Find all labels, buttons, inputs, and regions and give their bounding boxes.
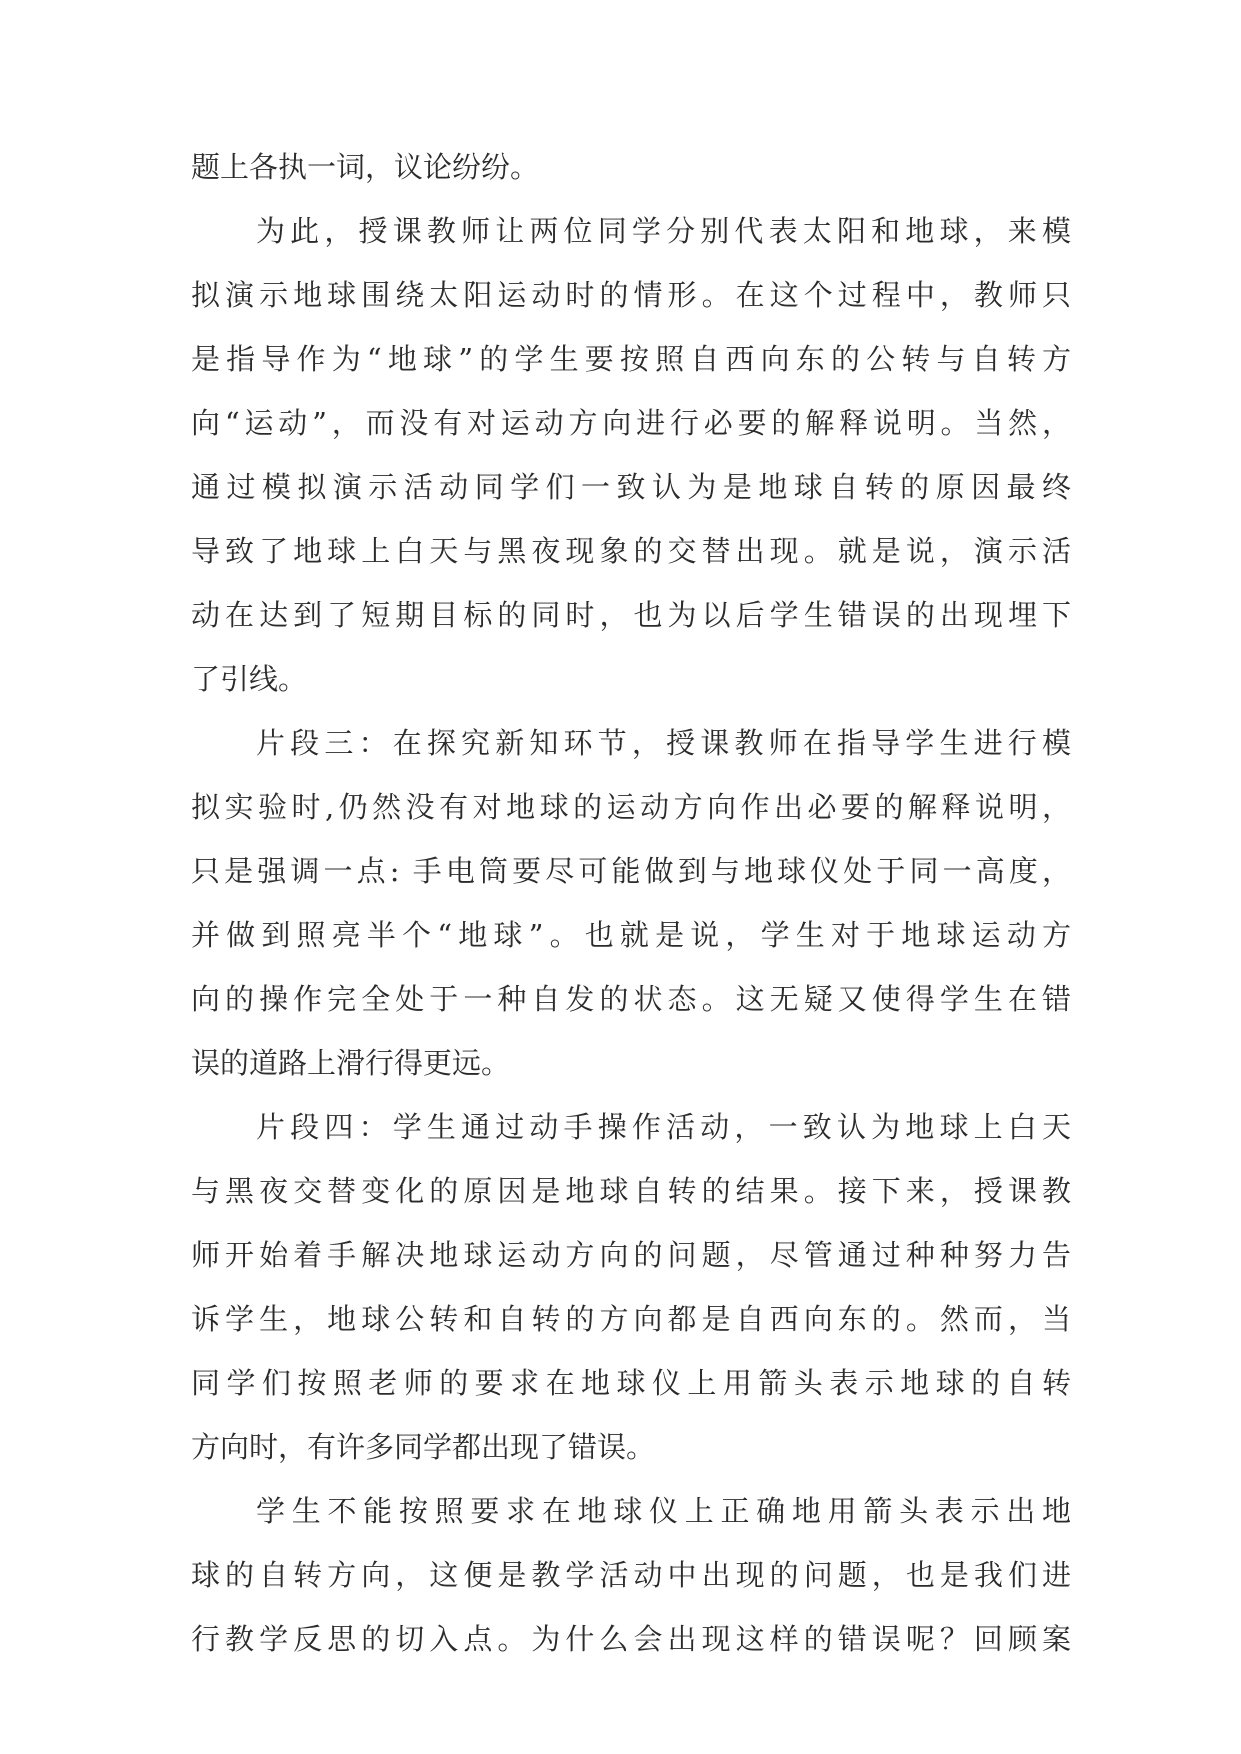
text-line: 只是强调一点: 手电筒要尽可能做到与地球仪处于同一高度， xyxy=(191,854,1071,888)
text-line: 并做到照亮半个“地球”。也就是说，学生对于地球运动方 xyxy=(191,918,1071,952)
text-line: 误的道路上滑行得更远。 xyxy=(191,1046,511,1080)
text-line: 向“运动”，而没有对运动方向进行必要的解释说明。当然， xyxy=(191,406,1071,440)
text-line: 行教学反思的切入点。为什么会出现这样的错误呢？回顾案 xyxy=(191,1622,1071,1656)
text-line: 同学们按照老师的要求在地球仪上用箭头表示地球的自转 xyxy=(191,1366,1071,1400)
text-line: 师开始着手解决地球运动方向的问题，尽管通过种种努力告 xyxy=(191,1238,1071,1272)
text-line: 诉学生，地球公转和自转的方向都是自西向东的。然而，当 xyxy=(191,1302,1071,1336)
text-line: 了引线。 xyxy=(191,662,308,696)
text-line: 动在达到了短期目标的同时，也为以后学生错误的出现埋下 xyxy=(191,598,1071,632)
text-line: 为此，授课教师让两位同学分别代表太阳和地球，来模 xyxy=(256,214,1071,248)
text-line: 球的自转方向，这便是教学活动中出现的问题，也是我们进 xyxy=(191,1558,1071,1592)
text-line: 片段四：学生通过动手操作活动，一致认为地球上白天 xyxy=(256,1110,1071,1144)
text-line: 题上各执一词，议论纷纷。 xyxy=(191,150,540,184)
text-line: 与黑夜交替变化的原因是地球自转的结果。接下来，授课教 xyxy=(191,1174,1071,1208)
text-line: 方向时，有许多同学都出现了错误。 xyxy=(191,1430,656,1464)
text-line: 是指导作为“地球”的学生要按照自西向东的公转与自转方 xyxy=(191,342,1071,376)
text-line: 导致了地球上白天与黑夜现象的交替出现。就是说，演示活 xyxy=(191,534,1071,568)
text-line: 向的操作完全处于一种自发的状态。这无疑又使得学生在错 xyxy=(191,982,1071,1016)
text-line: 学生不能按照要求在地球仪上正确地用箭头表示出地 xyxy=(256,1494,1071,1528)
text-line: 拟演示地球围绕太阳运动时的情形。在这个过程中，教师只 xyxy=(191,278,1071,312)
text-line: 通过模拟演示活动同学们一致认为是地球自转的原因最终 xyxy=(191,470,1071,504)
text-line: 拟实验时,仍然没有对地球的运动方向作出必要的解释说明， xyxy=(191,790,1071,824)
text-line: 片段三：在探究新知环节，授课教师在指导学生进行模 xyxy=(256,726,1071,760)
